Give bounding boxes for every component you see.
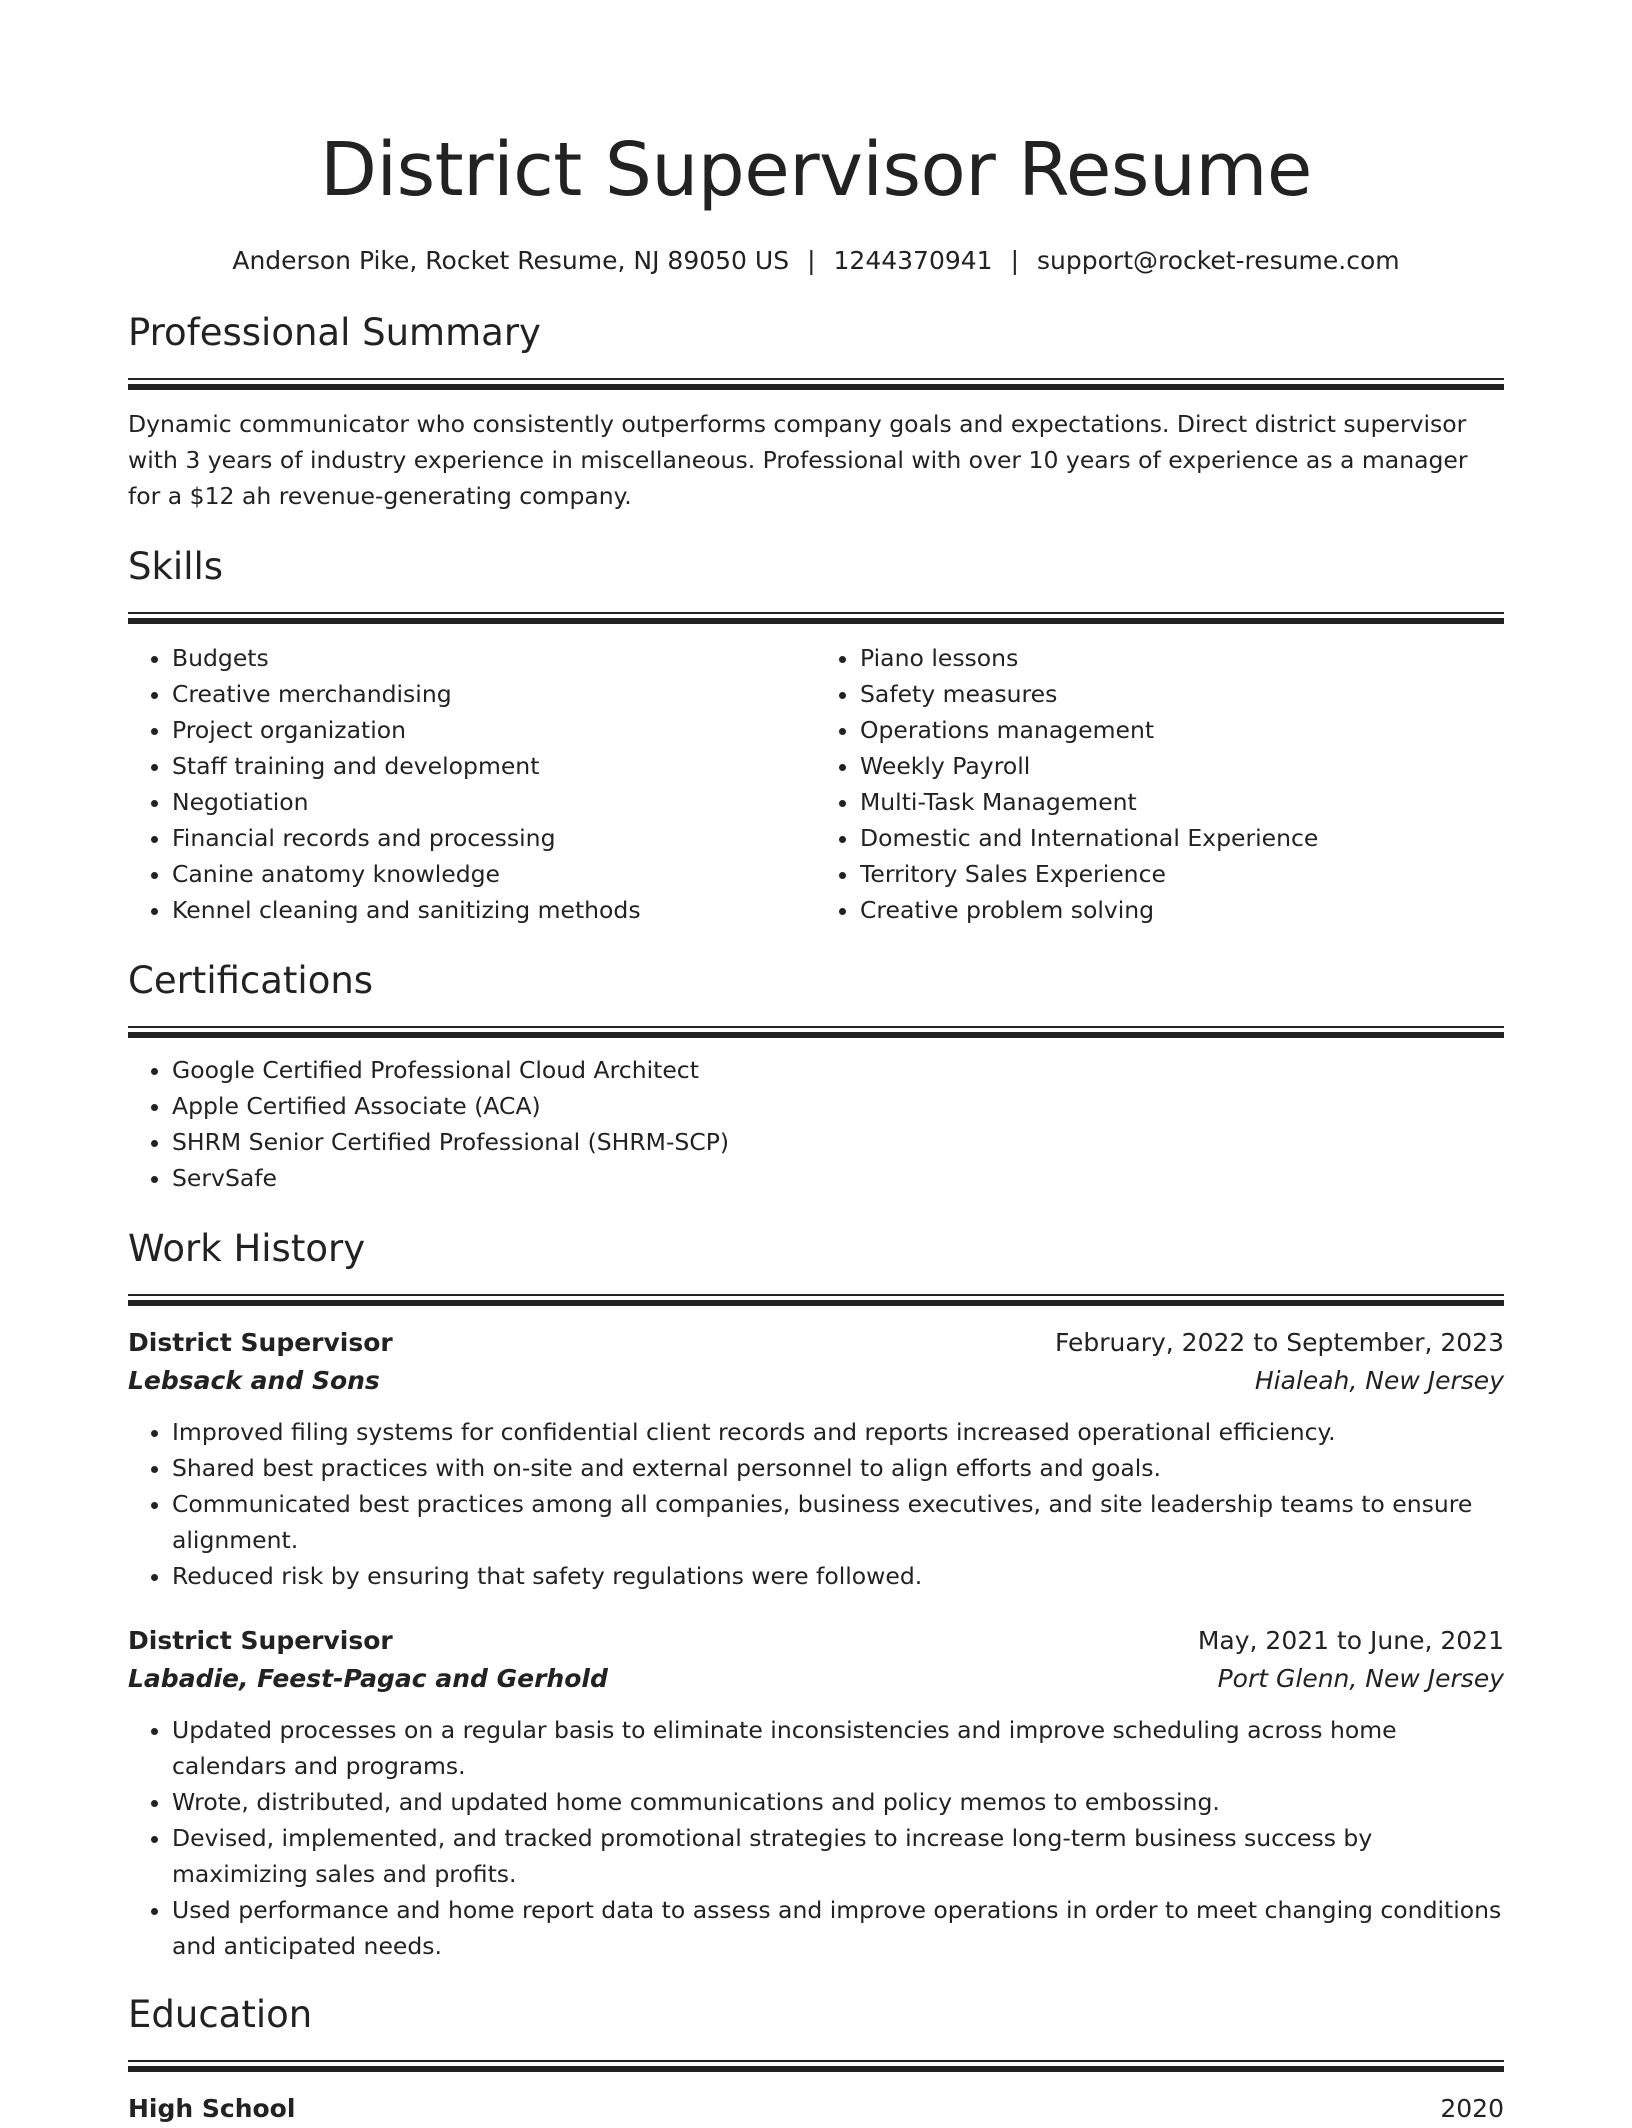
section-heading-work-history: Work History xyxy=(128,1227,366,1270)
certification-item: • SHRM Senior Certified Professional (SHRM-SCP) xyxy=(172,1124,1504,1160)
job-header xyxy=(128,1622,1504,1660)
job-header xyxy=(128,1324,1504,1362)
section-divider xyxy=(128,1026,1504,1038)
skill-item: • Territory Sales Experience xyxy=(860,856,1504,892)
job-bullet: • Improved filing systems for confidential client records and reports increased operational efficiency. xyxy=(172,1414,1504,1450)
job-bullet: • Updated processes on a regular basis to eliminate inconsistencies and improve scheduling across home calendars and programs. xyxy=(172,1712,1504,1784)
skill-item: • Safety measures xyxy=(860,676,1504,712)
job-dates: February, 2022 to September, 2023 xyxy=(1055,1328,1504,1357)
education-section xyxy=(128,1990,1504,2128)
contact-line xyxy=(128,244,1504,278)
skill-item: • Negotiation xyxy=(172,784,816,820)
job-bullets xyxy=(128,1414,1504,1594)
contact-separator: | xyxy=(807,246,816,275)
certifications-list xyxy=(128,1052,1504,1196)
certification-item: • Google Certified Professional Cloud Architect xyxy=(172,1052,1504,1088)
skills-section xyxy=(128,542,1504,928)
contact-phone: 1244370941 xyxy=(833,246,993,275)
job-company: Lebsack and Sons xyxy=(128,1366,380,1395)
skill-item: • Project organization xyxy=(172,712,816,748)
resume-title: District Supervisor Resume xyxy=(320,127,1312,213)
skill-item: • Weekly Payroll xyxy=(860,748,1504,784)
job-bullet: • Used performance and home report data to assess and improve operations in order to meet changing conditions and anticipated needs. xyxy=(172,1892,1504,1964)
skill-item: • Budgets xyxy=(172,640,816,676)
section-heading-education: Education xyxy=(128,1993,313,2036)
section-divider xyxy=(128,2060,1504,2072)
skill-item: • Canine anatomy knowledge xyxy=(172,856,816,892)
contact-address: Anderson Pike, Rocket Resume, NJ 89050 US xyxy=(232,246,790,275)
skills-grid xyxy=(128,640,1504,928)
skill-item: • Operations management xyxy=(860,712,1504,748)
section-heading-summary: Professional Summary xyxy=(128,311,541,354)
certification-item: • ServSafe xyxy=(172,1160,1504,1196)
skills-list-left xyxy=(128,640,816,928)
skills-column-right xyxy=(816,640,1504,928)
job-company: Labadie, Feest-Pagac and Gerhold xyxy=(128,1664,608,1693)
education-year: 2020 xyxy=(1440,2094,1504,2123)
certifications-section xyxy=(128,956,1504,1196)
skills-column-left xyxy=(128,640,816,928)
summary-text: Dynamic communicator who consistently outperforms company goals and expectations. Direct district supervisor with 3 years of industry experience in miscellaneous. Professional with over 10 years of experience as a manager for a $12 ah revenue-generating company. xyxy=(128,410,1468,510)
skill-item: • Kennel cleaning and sanitizing methods xyxy=(172,892,816,928)
job-title: District Supervisor xyxy=(128,1328,393,1357)
skill-item: • Creative problem solving xyxy=(860,892,1504,928)
job-bullet: • Devised, implemented, and tracked promotional strategies to increase long-term business success by maximizing sales and profits. xyxy=(172,1820,1504,1892)
section-heading-certifications: Certifications xyxy=(128,959,374,1002)
section-divider xyxy=(128,378,1504,390)
section-heading-skills: Skills xyxy=(128,545,224,588)
contact-email: support@rocket-resume.com xyxy=(1037,246,1400,275)
summary-section xyxy=(128,308,1504,514)
skill-item: • Domestic and International Experience xyxy=(860,820,1504,856)
job-location: Port Glenn, New Jersey xyxy=(1217,1664,1504,1693)
job-dates: May, 2021 to June, 2021 xyxy=(1197,1626,1504,1655)
skill-item: • Piano lessons xyxy=(860,640,1504,676)
job-bullet: • Shared best practices with on-site and external personnel to align efforts and goals. xyxy=(172,1450,1504,1486)
skill-item: • Multi-Task Management xyxy=(860,784,1504,820)
section-divider xyxy=(128,612,1504,624)
job-entry xyxy=(128,1324,1504,1594)
job-bullets xyxy=(128,1712,1504,1964)
job-title: District Supervisor xyxy=(128,1626,393,1655)
education-degree: High School xyxy=(128,2094,296,2123)
job-entry xyxy=(128,1622,1504,1964)
skill-item: • Financial records and processing xyxy=(172,820,816,856)
job-subheader xyxy=(128,1362,1504,1400)
job-location: Hialeah, New Jersey xyxy=(1254,1366,1504,1395)
education-entry xyxy=(128,2090,1504,2128)
job-bullet: • Reduced risk by ensuring that safety regulations were followed. xyxy=(172,1558,1504,1594)
job-bullet: • Wrote, distributed, and updated home communications and policy memos to embossing. xyxy=(172,1784,1504,1820)
skill-item: • Staff training and development xyxy=(172,748,816,784)
work-history-section xyxy=(128,1224,1504,1964)
contact-separator: | xyxy=(1010,246,1020,275)
certification-item: • Apple Certified Associate (ACA) xyxy=(172,1088,1504,1124)
section-divider xyxy=(128,1294,1504,1306)
skill-item: • Creative merchandising xyxy=(172,676,816,712)
skills-list-right xyxy=(816,640,1504,928)
job-bullet: • Communicated best practices among all companies, business executives, and site leadership teams to ensure alignment. xyxy=(172,1486,1504,1558)
job-subheader xyxy=(128,1660,1504,1698)
